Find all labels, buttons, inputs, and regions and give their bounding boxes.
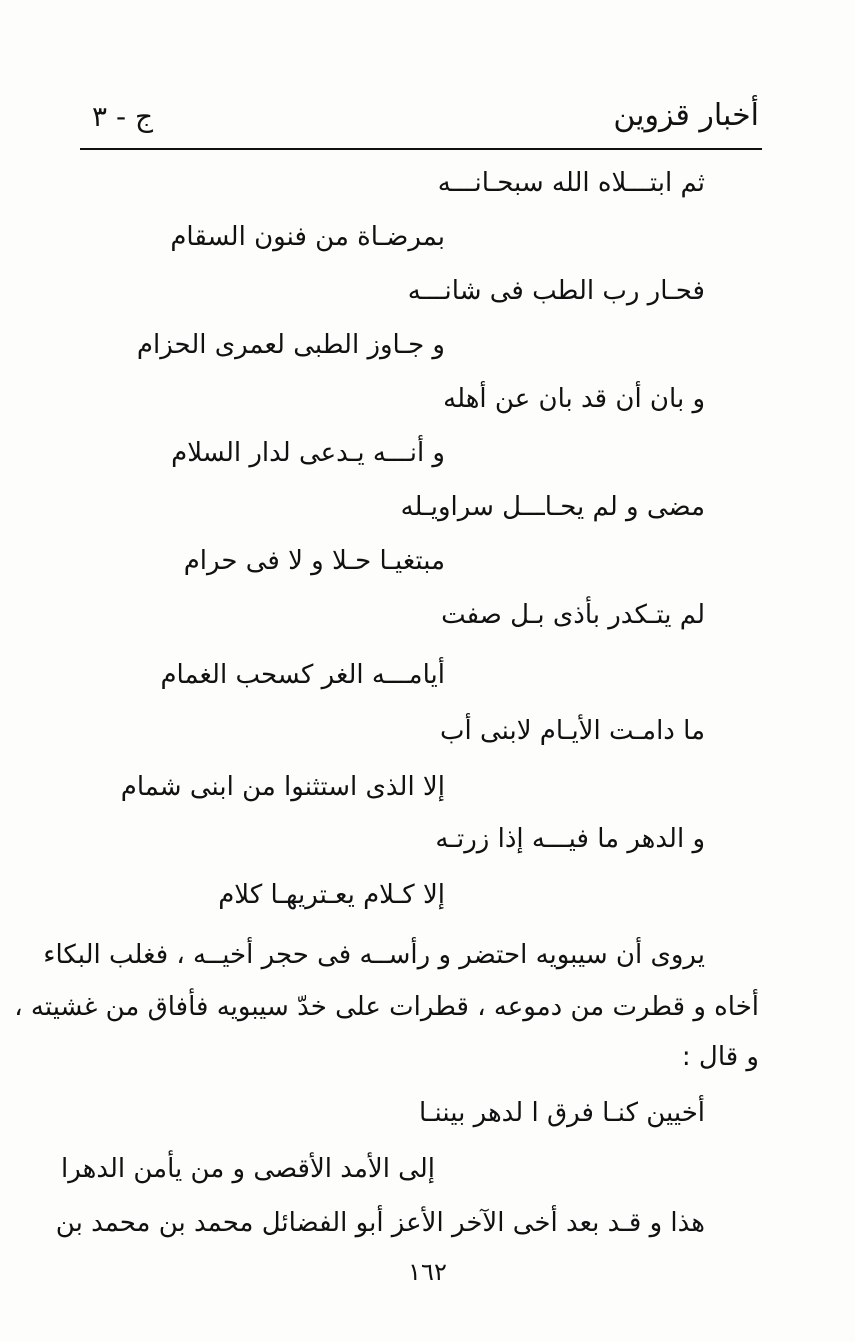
- running-head-title: أخبار قزوين: [613, 98, 759, 133]
- poem-line: و الدهر ما فيـــه إذا زرتـه: [435, 824, 705, 854]
- closing-line: هذا و قـد بعد أخى الآخر الأعز أبو الفضائل محمد بن محمد بن: [55, 1208, 705, 1238]
- prose-line: أخاه و قطرت من دموعه ، قطرات على خدّ سيبويه فأفاق من غشيته ،: [14, 992, 759, 1022]
- poem-line: إلا الذى استثنوا من ابنى شمام: [120, 772, 445, 802]
- prose-line: و قال :: [681, 1042, 759, 1072]
- poem-line: و بان أن قد بان عن أهله: [443, 384, 705, 414]
- page-number: ١٦٢: [408, 1258, 447, 1286]
- verse-line: أخيين كنـا فرق ا لدهر بيننـا: [419, 1098, 705, 1128]
- poem-line: مبتغيـا حـلا و لا فى حرام: [183, 546, 445, 576]
- poem-line: فحـار رب الطب فى شانـــه: [407, 276, 705, 306]
- poem-line: أيامـــه الغر كسحب الغمام: [160, 660, 445, 690]
- running-head-part: ج - ٣: [92, 100, 154, 133]
- prose-line: يروى أن سيبويه احتضر و رأســه فى حجر أخيــه ، فغلب البكاء: [43, 940, 705, 970]
- poem-line: ما دامـت الأيـام لابنى أب: [440, 716, 705, 746]
- poem-line: بمرضـاة من فنون السقام: [170, 222, 445, 252]
- poem-line: و جـاوز الطبى لعمرى الحزام: [136, 330, 445, 360]
- verse-line: إلى الأمد الأقصى و من يأمن الدهرا: [61, 1154, 435, 1184]
- header-rule: [80, 148, 762, 150]
- poem-line: لم يتـكدر بأذى بـل صفت: [441, 600, 705, 630]
- poem-line: ثم ابتـــلاه الله سبحـانـــه: [437, 168, 705, 198]
- poem-line: و أنـــه يـدعى لدار السلام: [171, 438, 445, 468]
- poem-line: مضى و لم يحـاـــل سراويـله: [400, 492, 705, 522]
- poem-line: إلا كـلام يعـتريهـا كلام: [218, 880, 445, 910]
